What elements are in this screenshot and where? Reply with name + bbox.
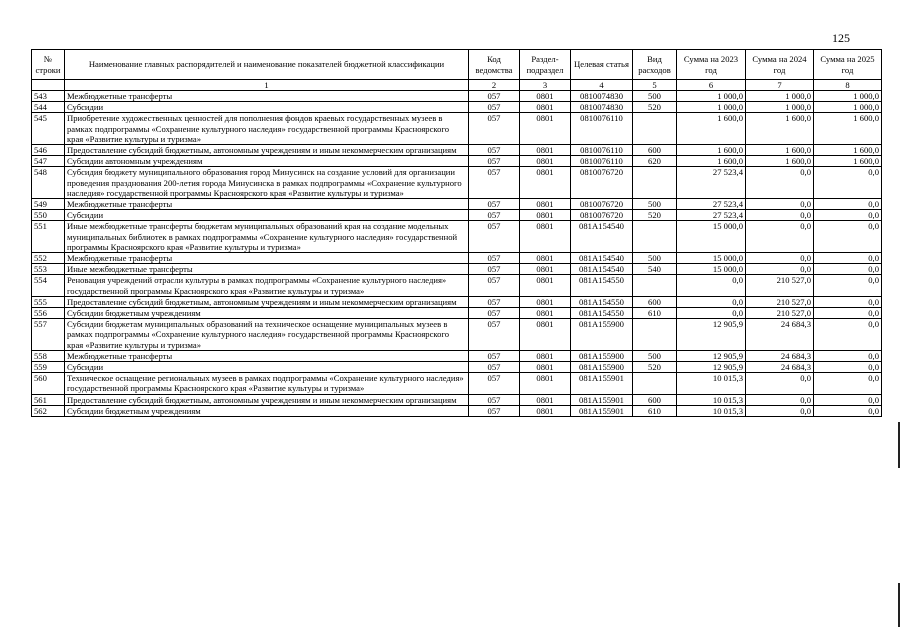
section-code: 0801	[520, 350, 571, 361]
sum-2023: 1 600,0	[677, 156, 746, 167]
column-index: 1	[65, 80, 469, 91]
row-name: Субсидия бюджету муниципального образования город Минусинск на создание условий для организации проведения празднования 200-летия города Минусинска в рамках подпрограммы «Сохранение культурного наследия» государственной программы Красноярского края «Развитие культуры и туризма»	[65, 167, 469, 199]
sum-2023: 1 600,0	[677, 113, 746, 145]
sum-2024: 0,0	[746, 253, 814, 264]
row-number: 555	[32, 296, 65, 307]
expense-type: 610	[633, 405, 677, 416]
section-code: 0801	[520, 296, 571, 307]
header-expense-type: Вид расходов	[633, 50, 677, 80]
sum-2024: 1 000,0	[746, 91, 814, 102]
target-item: 081A154540	[571, 253, 633, 264]
sum-2024: 0,0	[746, 221, 814, 253]
section-code: 0801	[520, 156, 571, 167]
section-code: 0801	[520, 275, 571, 296]
sum-2024: 0,0	[746, 264, 814, 275]
section-code: 0801	[520, 264, 571, 275]
department-code: 057	[469, 253, 520, 264]
target-item: 081A154540	[571, 221, 633, 253]
row-number: 553	[32, 264, 65, 275]
sum-2024: 210 527,0	[746, 296, 814, 307]
row-number: 560	[32, 373, 65, 394]
table-row	[32, 362, 882, 373]
sum-2023: 1 000,0	[677, 102, 746, 113]
column-index: 3	[520, 80, 571, 91]
department-code: 057	[469, 210, 520, 221]
row-name: Иные межбюджетные трансферты бюджетам муниципальных образований края на создание модельных муниципальных библиотек в рамках подпрограммы «Сохранение культурного наследия» государственной программы Красноярского края «Развитие культуры и туризма»	[65, 221, 469, 253]
row-number: 554	[32, 275, 65, 296]
sum-2023: 27 523,4	[677, 210, 746, 221]
target-item: 081A155901	[571, 405, 633, 416]
table-row	[32, 350, 882, 361]
table-row	[32, 91, 882, 102]
row-name: Техническое оснащение региональных музеев в рамках подпрограммы «Сохранение культурного наследия» государственной программы Красноярского края «Развитие культуры и туризма»	[65, 373, 469, 394]
sum-2023: 10 015,3	[677, 405, 746, 416]
sum-2024: 0,0	[746, 394, 814, 405]
sum-2025: 1 000,0	[814, 91, 882, 102]
row-name: Субсидии	[65, 362, 469, 373]
target-item: 0810076720	[571, 167, 633, 199]
header-sum-2024: Сумма на 2024 год	[746, 50, 814, 80]
section-code: 0801	[520, 91, 571, 102]
sum-2025: 0,0	[814, 319, 882, 351]
row-name: Субсидии	[65, 210, 469, 221]
sum-2025: 1 000,0	[814, 102, 882, 113]
sum-2025: 0,0	[814, 275, 882, 296]
column-index: 6	[677, 80, 746, 91]
section-code: 0801	[520, 221, 571, 253]
header-row-number: № строки	[32, 50, 65, 80]
sum-2024: 24 684,3	[746, 319, 814, 351]
target-item: 081A155900	[571, 350, 633, 361]
row-name: Предоставление субсидий бюджетным, автономным учреждениям и иным некоммерческим организациям	[65, 145, 469, 156]
scan-edge-mark	[898, 422, 900, 468]
sum-2023: 27 523,4	[677, 199, 746, 210]
target-item: 0810074830	[571, 91, 633, 102]
expense-type: 500	[633, 350, 677, 361]
department-code: 057	[469, 156, 520, 167]
table-row	[32, 253, 882, 264]
department-code: 057	[469, 102, 520, 113]
header-sum-2025: Сумма на 2025 год	[814, 50, 882, 80]
section-code: 0801	[520, 373, 571, 394]
sum-2025: 1 600,0	[814, 145, 882, 156]
expense-type: 620	[633, 156, 677, 167]
section-code: 0801	[520, 405, 571, 416]
column-index	[32, 80, 65, 91]
target-item: 081A154550	[571, 308, 633, 319]
row-number: 559	[32, 362, 65, 373]
sum-2024: 1 600,0	[746, 156, 814, 167]
department-code: 057	[469, 296, 520, 307]
table-row	[32, 394, 882, 405]
header-sum-2023: Сумма на 2023 год	[677, 50, 746, 80]
target-item: 0810074830	[571, 102, 633, 113]
table-row	[32, 373, 882, 394]
department-code: 057	[469, 199, 520, 210]
table-row	[32, 145, 882, 156]
sum-2024: 0,0	[746, 210, 814, 221]
row-number: 550	[32, 210, 65, 221]
sum-2023: 10 015,3	[677, 373, 746, 394]
target-item: 081A154550	[571, 296, 633, 307]
section-code: 0801	[520, 102, 571, 113]
department-code: 057	[469, 394, 520, 405]
target-item: 0810076720	[571, 210, 633, 221]
row-name: Приобретение художественных ценностей для пополнения фондов краевых государственных музеев в рамках подпрограммы «Сохранение культурного наследия» государственной программы Красноярского края «Развитие культуры и туризма»	[65, 113, 469, 145]
sum-2023: 1 600,0	[677, 145, 746, 156]
sum-2025: 0,0	[814, 350, 882, 361]
sum-2024: 0,0	[746, 167, 814, 199]
department-code: 057	[469, 373, 520, 394]
sum-2025: 0,0	[814, 264, 882, 275]
table-row	[32, 167, 882, 199]
column-index: 5	[633, 80, 677, 91]
sum-2024: 210 527,0	[746, 308, 814, 319]
sum-2025: 0,0	[814, 253, 882, 264]
row-number: 552	[32, 253, 65, 264]
column-index-row	[32, 80, 882, 91]
sum-2024: 0,0	[746, 199, 814, 210]
table-row	[32, 308, 882, 319]
sum-2025: 0,0	[814, 221, 882, 253]
row-name: Субсидии	[65, 102, 469, 113]
target-item: 081A155900	[571, 362, 633, 373]
sum-2025: 0,0	[814, 405, 882, 416]
sum-2023: 12 905,9	[677, 319, 746, 351]
sum-2024: 24 684,3	[746, 350, 814, 361]
department-code: 057	[469, 91, 520, 102]
table-row	[32, 275, 882, 296]
table-body	[32, 91, 882, 417]
sum-2023: 12 905,9	[677, 350, 746, 361]
section-code: 0801	[520, 253, 571, 264]
sum-2023: 0,0	[677, 296, 746, 307]
expense-type	[633, 221, 677, 253]
table-row	[32, 319, 882, 351]
column-index: 7	[746, 80, 814, 91]
row-name: Субсидии автономным учреждениям	[65, 156, 469, 167]
expense-type: 500	[633, 253, 677, 264]
sum-2023: 27 523,4	[677, 167, 746, 199]
sum-2023: 0,0	[677, 275, 746, 296]
row-name: Предоставление субсидий бюджетным, автономным учреждениям и иным некоммерческим организациям	[65, 394, 469, 405]
table-row	[32, 405, 882, 416]
header-target-item: Целевая статья	[571, 50, 633, 80]
sum-2023: 0,0	[677, 308, 746, 319]
section-code: 0801	[520, 167, 571, 199]
row-name: Межбюджетные трансферты	[65, 91, 469, 102]
expense-type	[633, 113, 677, 145]
scan-edge-mark	[898, 583, 900, 627]
department-code: 057	[469, 319, 520, 351]
target-item: 081A155901	[571, 373, 633, 394]
sum-2023: 1 000,0	[677, 91, 746, 102]
header-name: Наименование главных распорядителей и наименование показателей бюджетной классификации	[65, 50, 469, 80]
sum-2025: 1 600,0	[814, 113, 882, 145]
target-item: 0810076110	[571, 156, 633, 167]
row-name: Предоставление субсидий бюджетным, автономным учреждениям и иным некоммерческим организациям	[65, 296, 469, 307]
column-index: 2	[469, 80, 520, 91]
row-name: Иные межбюджетные трансферты	[65, 264, 469, 275]
sum-2025: 0,0	[814, 210, 882, 221]
sum-2023: 15 000,0	[677, 221, 746, 253]
expense-type: 600	[633, 394, 677, 405]
sum-2023: 12 905,9	[677, 362, 746, 373]
section-code: 0801	[520, 145, 571, 156]
section-code: 0801	[520, 199, 571, 210]
expense-type: 600	[633, 145, 677, 156]
target-item: 0810076110	[571, 113, 633, 145]
target-item: 081A155900	[571, 319, 633, 351]
expense-type	[633, 275, 677, 296]
section-code: 0801	[520, 113, 571, 145]
sum-2025: 0,0	[814, 296, 882, 307]
sum-2023: 10 015,3	[677, 394, 746, 405]
row-name: Субсидии бюджетным учреждениям	[65, 405, 469, 416]
row-number: 556	[32, 308, 65, 319]
sum-2025: 0,0	[814, 373, 882, 394]
sum-2024: 0,0	[746, 373, 814, 394]
table-row	[32, 113, 882, 145]
column-index: 4	[571, 80, 633, 91]
department-code: 057	[469, 264, 520, 275]
header-section: Раздел-подраздел	[520, 50, 571, 80]
sum-2023: 15 000,0	[677, 264, 746, 275]
sum-2024: 1 600,0	[746, 113, 814, 145]
sum-2024: 24 684,3	[746, 362, 814, 373]
expense-type: 520	[633, 102, 677, 113]
row-name: Межбюджетные трансферты	[65, 350, 469, 361]
table-row	[32, 102, 882, 113]
budget-table	[31, 49, 882, 417]
sum-2025: 0,0	[814, 199, 882, 210]
row-number: 543	[32, 91, 65, 102]
section-code: 0801	[520, 394, 571, 405]
row-number: 557	[32, 319, 65, 351]
table-row	[32, 264, 882, 275]
expense-type	[633, 319, 677, 351]
department-code: 057	[469, 113, 520, 145]
sum-2024: 0,0	[746, 405, 814, 416]
row-number: 544	[32, 102, 65, 113]
column-index: 8	[814, 80, 882, 91]
expense-type: 500	[633, 199, 677, 210]
sum-2025: 1 600,0	[814, 156, 882, 167]
row-name: Субсидии бюджетным учреждениям	[65, 308, 469, 319]
sum-2025: 0,0	[814, 167, 882, 199]
row-number: 558	[32, 350, 65, 361]
target-item: 0810076110	[571, 145, 633, 156]
section-code: 0801	[520, 210, 571, 221]
table-row	[32, 156, 882, 167]
expense-type: 520	[633, 362, 677, 373]
target-item: 081A155901	[571, 394, 633, 405]
table-row	[32, 210, 882, 221]
department-code: 057	[469, 308, 520, 319]
section-code: 0801	[520, 308, 571, 319]
sum-2025: 0,0	[814, 394, 882, 405]
department-code: 057	[469, 405, 520, 416]
row-number: 548	[32, 167, 65, 199]
table-row	[32, 199, 882, 210]
department-code: 057	[469, 362, 520, 373]
row-number: 562	[32, 405, 65, 416]
expense-type: 540	[633, 264, 677, 275]
department-code: 057	[469, 167, 520, 199]
target-item: 081A154550	[571, 275, 633, 296]
table-row	[32, 221, 882, 253]
row-name: Межбюджетные трансферты	[65, 199, 469, 210]
row-name: Реновация учреждений отрасли культуры в рамках подпрограммы «Сохранение культурного наследия» государственной программы Красноярского края «Развитие культуры и туризма»	[65, 275, 469, 296]
row-number: 547	[32, 156, 65, 167]
expense-type: 600	[633, 296, 677, 307]
header-department-code: Код ведомства	[469, 50, 520, 80]
expense-type	[633, 167, 677, 199]
department-code: 057	[469, 221, 520, 253]
department-code: 057	[469, 275, 520, 296]
row-name: Межбюджетные трансферты	[65, 253, 469, 264]
section-code: 0801	[520, 319, 571, 351]
target-item: 081A154540	[571, 264, 633, 275]
table-row	[32, 296, 882, 307]
row-number: 545	[32, 113, 65, 145]
sum-2024: 1 000,0	[746, 102, 814, 113]
sum-2024: 210 527,0	[746, 275, 814, 296]
expense-type: 520	[633, 210, 677, 221]
department-code: 057	[469, 350, 520, 361]
sum-2024: 1 600,0	[746, 145, 814, 156]
expense-type	[633, 373, 677, 394]
sum-2025: 0,0	[814, 362, 882, 373]
row-number: 549	[32, 199, 65, 210]
row-number: 546	[32, 145, 65, 156]
row-number: 551	[32, 221, 65, 253]
table-header-row	[32, 50, 882, 80]
expense-type: 610	[633, 308, 677, 319]
sum-2025: 0,0	[814, 308, 882, 319]
page-number: 125	[832, 31, 850, 45]
section-code: 0801	[520, 362, 571, 373]
sum-2023: 15 000,0	[677, 253, 746, 264]
row-name: Субсидии бюджетам муниципальных образований на техническое оснащение муниципальных музеев в рамках подпрограммы «Сохранение культурного наследия» государственной программы Красноярского края «Развитие культуры и туризма»	[65, 319, 469, 351]
expense-type: 500	[633, 91, 677, 102]
row-number: 561	[32, 394, 65, 405]
department-code: 057	[469, 145, 520, 156]
target-item: 0810076720	[571, 199, 633, 210]
